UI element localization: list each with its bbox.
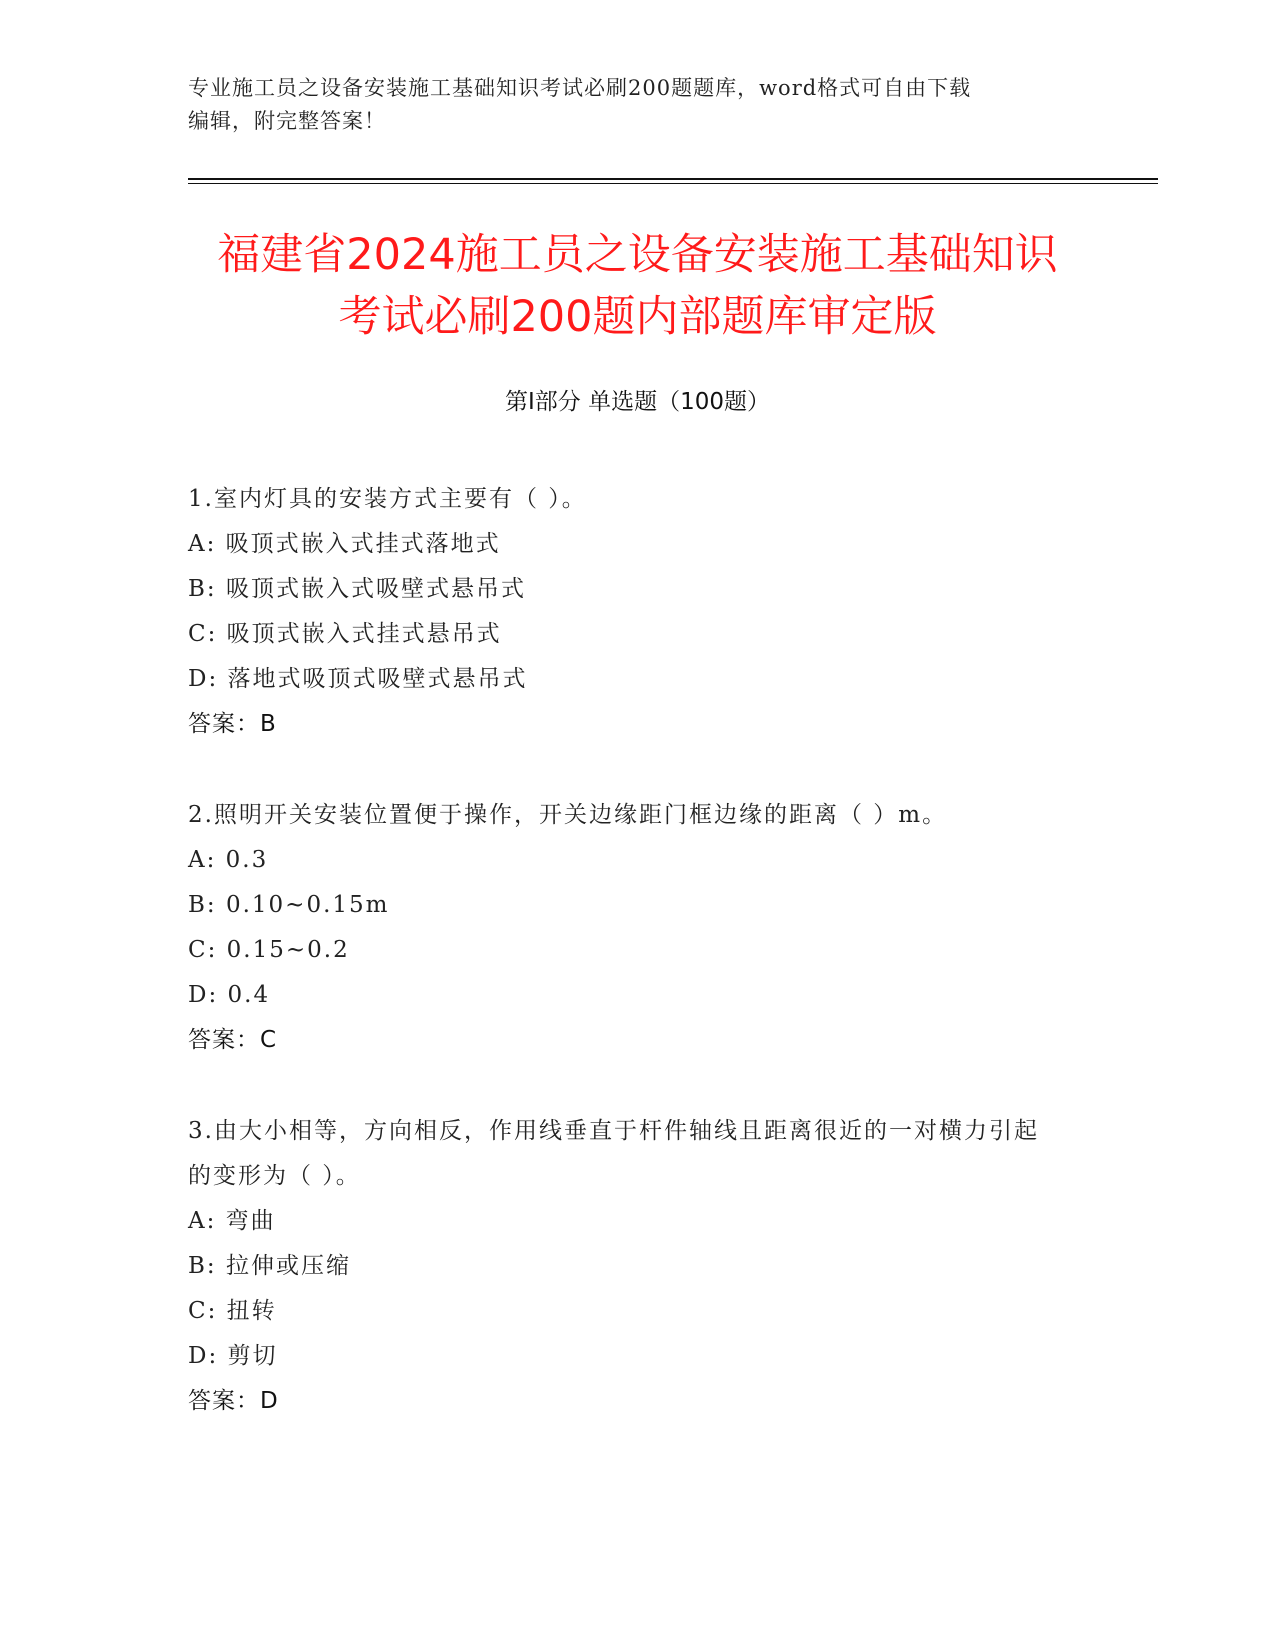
option-c: C: 扭转 (188, 1298, 277, 1324)
option-d: D: 0.4 (188, 982, 271, 1008)
question-stem: 2.照明开关安装位置便于操作，开关边缘距门框边缘的距离（ ）m。 (188, 802, 948, 828)
option-b: B: 拉伸或压缩 (188, 1253, 351, 1279)
header-note-line-2: 编辑，附完整答案！ (188, 109, 386, 133)
question-stem: 1.室内灯具的安装方式主要有（ ）。 (188, 486, 587, 512)
option-d: D: 剪切 (188, 1343, 278, 1369)
option-b: B: 吸顶式嵌入式吸壁式悬吊式 (188, 576, 526, 602)
option-a: A: 弯曲 (188, 1208, 276, 1234)
answer: 答案：B (188, 711, 277, 737)
document-title-line-1: 福建省2024施工员之设备安装施工基础知识 (217, 230, 1058, 280)
header-note (188, 72, 1068, 138)
header-rule-thin (188, 183, 1158, 184)
answer: 答案：D (188, 1388, 279, 1414)
question-stem: 3.由大小相等，方向相反，作用线垂直于杆件轴线且距离很近的一对横力引起的变形为（ ）。 (188, 1118, 1039, 1189)
option-a: A: 0.3 (188, 847, 269, 873)
answer: 答案：C (188, 1027, 278, 1053)
section-title: 第Ⅰ部分 单选题（100题） (505, 389, 770, 415)
document-title-line-2: 考试必刷200题内部题库审定版 (338, 292, 937, 342)
question-2 (188, 793, 1088, 1063)
option-b: B: 0.10~0.15m (188, 892, 390, 918)
document-title (130, 224, 1145, 348)
question-list (188, 477, 1088, 1470)
option-d: D: 落地式吸顶式吸壁式悬吊式 (188, 666, 528, 692)
option-a: A: 吸顶式嵌入式挂式落地式 (188, 531, 501, 557)
question-1 (188, 477, 1088, 747)
header-rule-thick (188, 178, 1158, 180)
option-c: C: 吸顶式嵌入式挂式悬吊式 (188, 621, 502, 647)
option-c: C: 0.15~0.2 (188, 937, 350, 963)
question-3 (188, 1109, 1088, 1424)
header-note-line-1: 专业施工员之设备安装施工基础知识考试必刷200题题库，word格式可自由下载 (188, 76, 972, 100)
